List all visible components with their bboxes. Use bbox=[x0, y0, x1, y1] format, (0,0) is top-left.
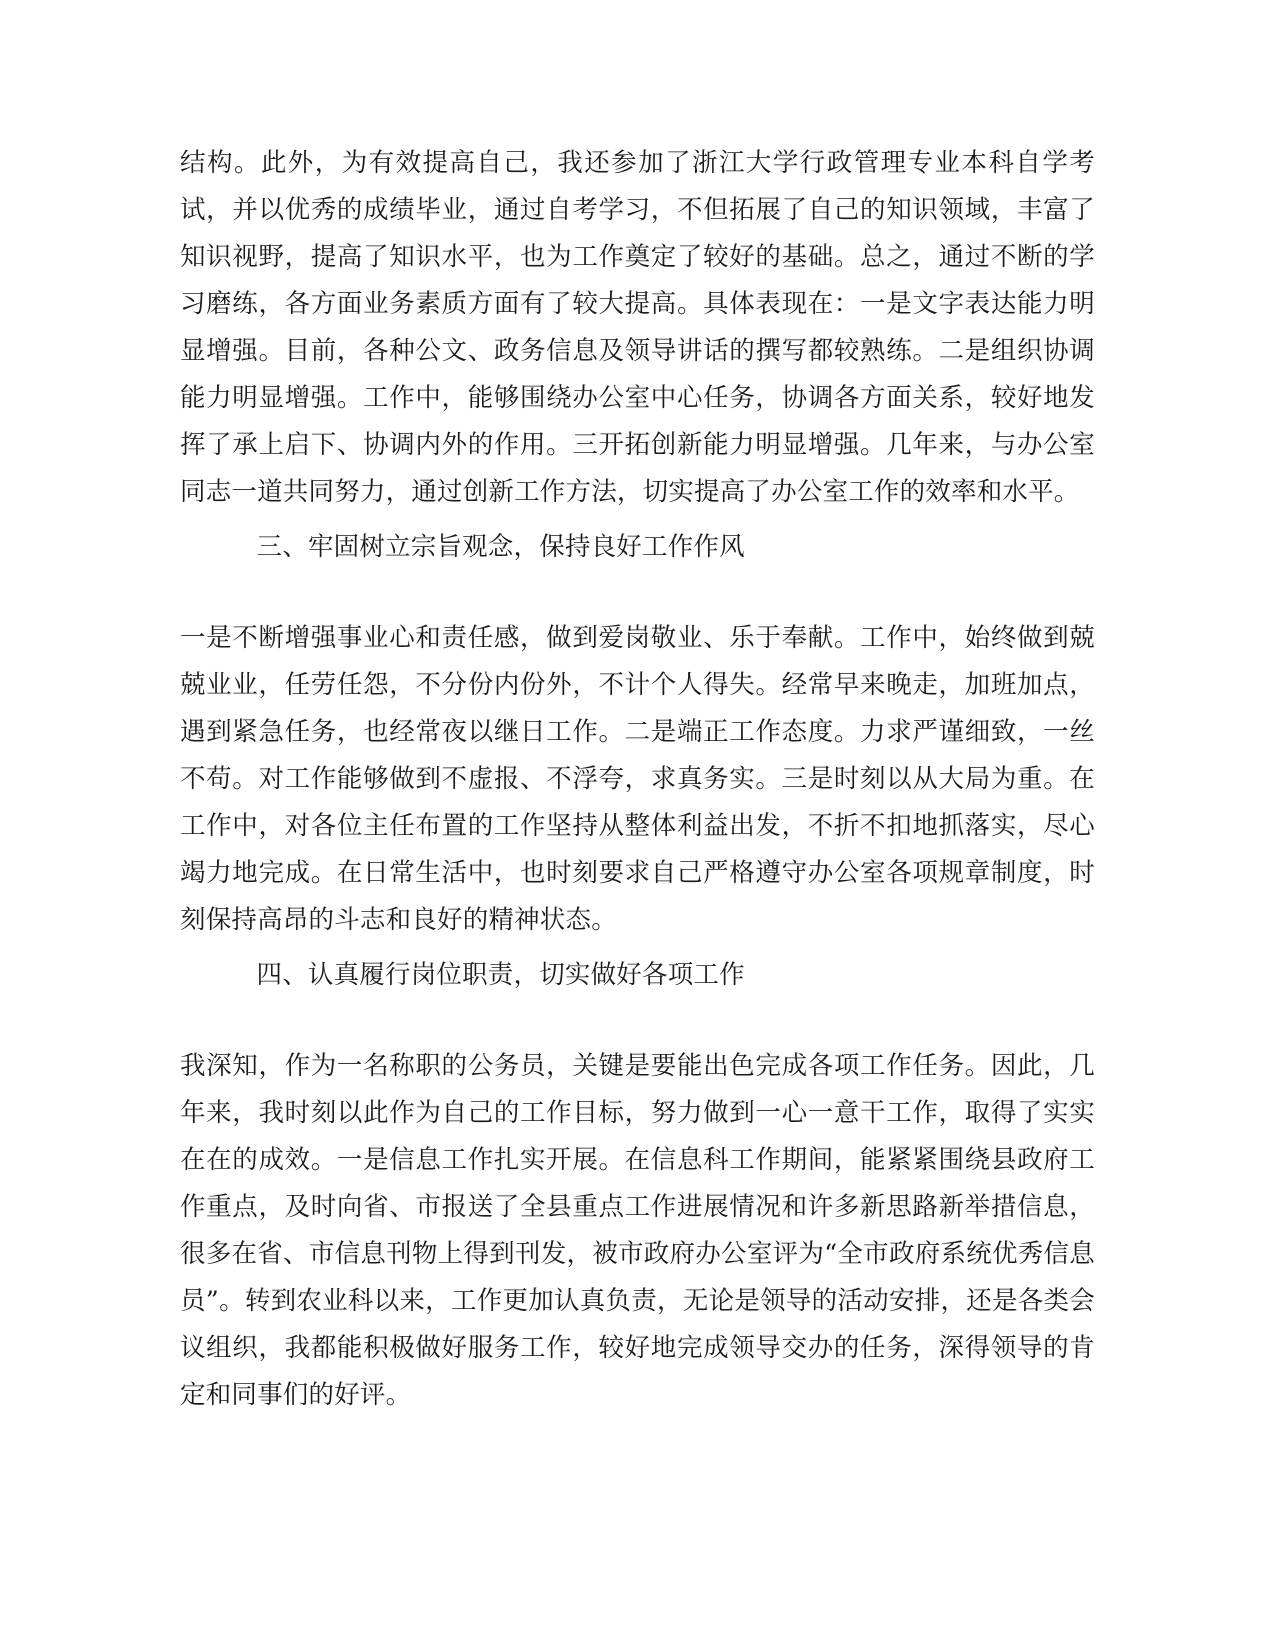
section-heading-four: 四、认真履行岗位职责，切实做好各项工作 bbox=[256, 960, 745, 990]
spacer bbox=[180, 516, 1095, 524]
spacer bbox=[180, 999, 1095, 1043]
spacer bbox=[180, 944, 1095, 952]
paragraph-1: 结构。此外，为有效提高自己，我还参加了浙江大学行政管理专业本科自学考试，并以优秀的成绩毕业，通过自考学习，不但拓展了自己的知识领域，丰富了知识视野，提高了知识水平，也为工作奠定了较好的基础。总之，通过不断的学习磨练，各方面业务素质方面有了较大提高。具体表现在：一是文字表达能力明显增强。目前，各种公文、政务信息及领导讲话的撰写都较熟练。二是组织协调能力明显增强。工作中，能够围绕办公室中心任务，协调各方面关系，较好地发挥了承上启下、协调内外的作用。三开拓创新能力明显增强。几年来，与办公室同志一道共同努力，通过创新工作方法，切实提高了办公室工作的效率和水平。 bbox=[180, 148, 1095, 507]
section-heading-three: 三、牢固树立宗旨观念，保持良好工作作风 bbox=[256, 532, 745, 562]
spacer bbox=[180, 571, 1095, 615]
document-body bbox=[180, 140, 1095, 1419]
paragraph-2: 一是不断增强事业心和责任感，做到爱岗敬业、乐于奉献。工作中，始终做到兢兢业业，任劳任怨，不分份内份外，不计个人得失。经常早来晚走，加班加点，遇到紧急任务，也经常夜以继日工作。二是端正工作态度。力求严谨细致，一丝不苟。对工作能够做到不虚报、不浮夸，求真务实。三是时刻以从大局为重。在工作中，对各位主任布置的工作坚持从整体利益出发，不折不扣地抓落实，尽心竭力地完成。在日常生活中，也时刻要求自己严格遵守办公室各项规章制度，时刻保持高昂的斗志和良好的精神状态。 bbox=[180, 623, 1095, 935]
paragraph-3: 我深知，作为一名称职的公务员，关键是要能出色完成各项工作任务。因此，几年来，我时刻以此作为自己的工作目标，努力做到一心一意干工作，取得了实实在在的成效。一是信息工作扎实开展。在信息科工作期间，能紧紧围绕县政府工作重点，及时向省、市报送了全县重点工作进展情况和许多新思路新举措信息，很多在省、市信息刊物上得到刊发，被市政府办公室评为“全市政府系统优秀信息员”。转到农业科以来，工作更加认真负责，无论是领导的活动安排，还是各类会议组织，我都能积极做好服务工作，较好地完成领导交办的任务，深得领导的肯定和同事们的好评。 bbox=[180, 1051, 1095, 1410]
